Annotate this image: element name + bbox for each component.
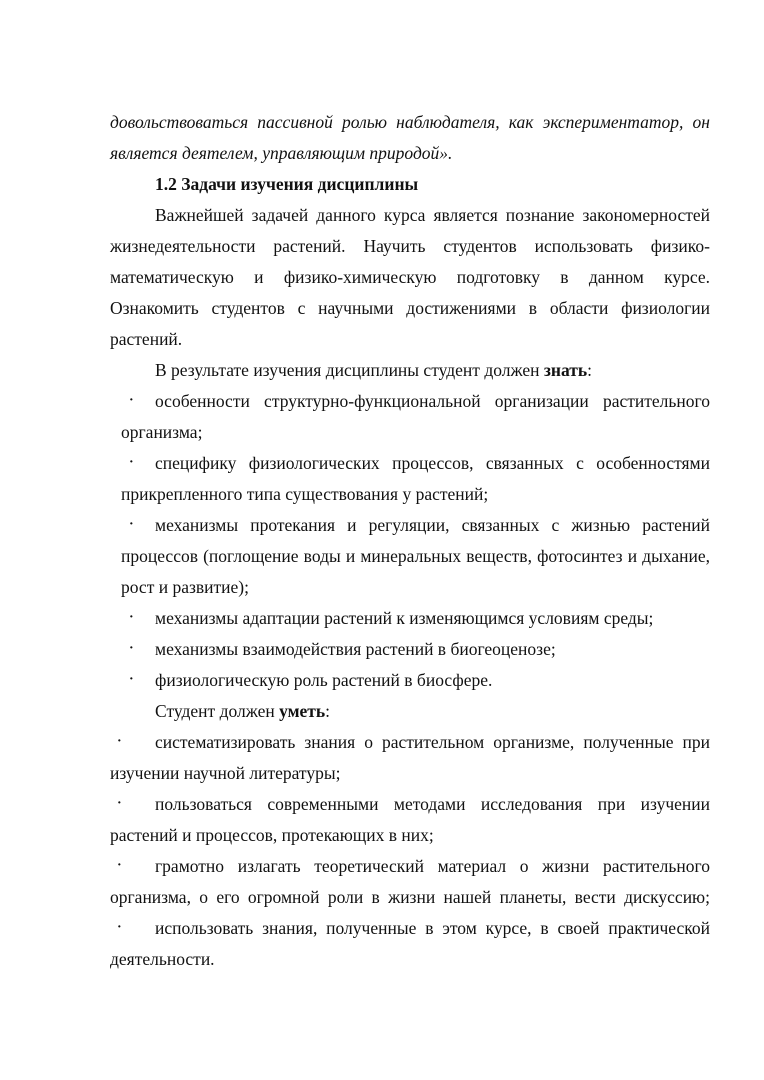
paragraph-line: математическую и физико-химическую подготовку в данном курсе. xyxy=(110,267,710,287)
able-lead-text: Студент должен xyxy=(155,701,280,721)
bullet-icon: · xyxy=(129,517,134,532)
list-item: механизмы протекания и регуляции, связанных с жизнью растений xyxy=(155,515,710,535)
list-item: растений и процессов, протекающих в них; xyxy=(110,825,434,845)
list-item: механизмы взаимодействия растений в биогеоценозе; xyxy=(155,639,556,659)
able-lead xyxy=(155,700,330,722)
bullet-icon: · xyxy=(117,796,122,811)
list-item: рост и развитие); xyxy=(121,577,249,597)
bullet-icon: · xyxy=(129,393,134,408)
bullet-icon: · xyxy=(129,610,134,625)
list-item: изучении научной литературы; xyxy=(110,763,341,783)
list-item: деятельности. xyxy=(110,949,215,969)
know-lead-bold: знать xyxy=(543,360,588,380)
list-item: механизмы адаптации растений к изменяющимся условиям среды; xyxy=(155,608,654,628)
paragraph-line: Ознакомить студентов с научными достижениями в области физиологии xyxy=(110,298,710,318)
list-item: грамотно излагать теоретический материал о жизни растительного xyxy=(155,856,710,876)
bullet-icon: · xyxy=(129,641,134,656)
list-item: пользоваться современными методами исследования при изучении xyxy=(155,794,710,814)
intro-line-2: является деятелем, управляющим природой». xyxy=(110,143,453,163)
bullet-icon: · xyxy=(129,455,134,470)
paragraph-line: жизнедеятельности растений. Научить студентов использовать физико- xyxy=(110,236,710,256)
intro-line-1: довольствоваться пассивной ролью наблюдателя, как экспериментатор, он xyxy=(110,112,710,132)
list-item: использовать знания, полученные в этом курсе, в своей практической xyxy=(155,918,710,938)
able-lead-bold: уметь xyxy=(279,701,326,721)
bullet-icon: · xyxy=(117,920,122,935)
know-lead-text: В результате изучения дисциплины студент должен xyxy=(155,360,544,380)
know-lead-end: : xyxy=(587,360,592,380)
list-item: организма; xyxy=(121,422,203,442)
bullet-icon: · xyxy=(129,672,134,687)
list-item: систематизировать знания о растительном организме, полученные при xyxy=(155,732,710,752)
paragraph-line: Важнейшей задачей данного курса является познание закономерностей xyxy=(155,205,710,225)
bullet-icon: · xyxy=(117,858,122,873)
list-item: физиологическую роль растений в биосфере. xyxy=(155,670,493,690)
list-item: прикрепленного типа существования у растений; xyxy=(121,484,489,504)
paragraph-line: растений. xyxy=(110,329,183,349)
know-lead xyxy=(155,359,592,381)
section-heading: 1.2 Задачи изучения дисциплины xyxy=(155,174,419,194)
list-item: организма, о его огромной роли в жизни нашей планеты, вести дискуссию; xyxy=(110,887,710,907)
list-item: особенности структурно-функциональной организации растительного xyxy=(155,391,710,411)
list-item: процессов (поглощение воды и минеральных веществ, фотосинтез и дыхание, xyxy=(121,546,710,566)
bullet-icon: · xyxy=(117,734,122,749)
able-lead-end: : xyxy=(325,701,331,721)
list-item: специфику физиологических процессов, связанных с особенностями xyxy=(155,453,710,473)
